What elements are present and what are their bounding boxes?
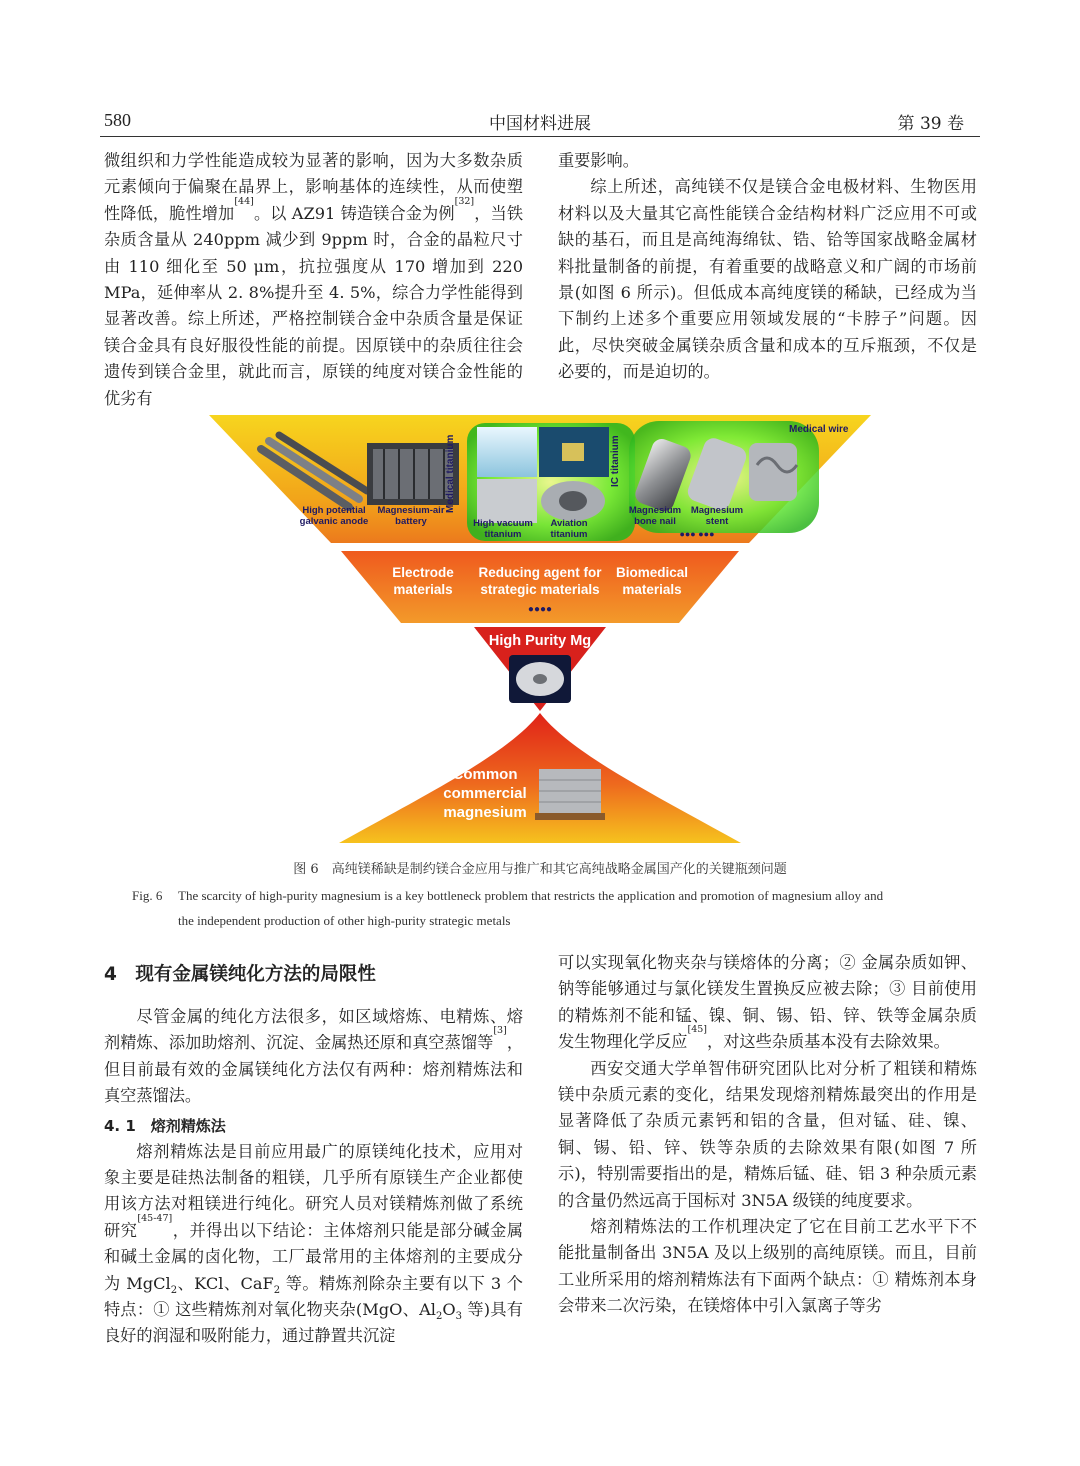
common-mg-label-line2: commercial [443, 785, 527, 802]
citation: [45] [687, 1024, 708, 1036]
subsection-heading: 4. 1 熔剂精炼法 [104, 1116, 226, 1135]
paragraph: 西安交通大学单智伟研究团队比对分析了粗镁和精炼镁中杂质元素的变化，结果发现熔剂精炼最突出的作用是显著降低了杂质元素钙和铝的含量，但对锰、硅、镍、铜、锡、铅、锌、铁等杂质的去除效果有限(如图 7 所示)，特别需要指出的是，精炼后锰、硅、铝 3 种杂质元素的含量仍然远高于国标对 3N5A 级镁的纯度要求。 [558, 1058, 977, 1210]
medical-implant-image [477, 427, 537, 477]
paragraph: 微组织和力学性能造成较为显著的影响，因为大多数杂质元素倾向于偏聚在晶界上，影响基体的连续性，从而使塑性降低，脆性增加[44]。以 AZ91 铸造镁合金为例[32]，当铁杂质含量从 240ppm 减少到 9ppm 时，合金的晶粒尺寸由 110 细化至 50 μm，抗拉强度从 170 增加到 220 MPa，延伸率从 2. 8%提升至 4. 5%，综合力学性能得到显著改善。综上所述，严格控制镁合金中杂质含量是保证镁合金具有良好服役性能的前提。因原镁中的杂质往往会遗传到镁合金里，就此而言，原镁的纯度对镁合金性能的优劣有 [104, 151, 524, 408]
section-heading: 4 现有金属镁纯化方法的局限性 [104, 964, 376, 985]
paragraph: 重要影响。 [558, 151, 639, 170]
chip-core [562, 443, 584, 461]
figure-6 [209, 413, 871, 848]
figure-caption-en: Fig. 6 The scarcity of high-purity magnesium is a key bottleneck problem that restricts the application and promotion of magnesium alloy and the independent production of other high-purity strategic metals [132, 883, 950, 933]
journal-title: 中国材料进展 [489, 114, 591, 134]
medical-titanium-label: Medical titanium [445, 434, 456, 513]
figure-6-diagram [209, 413, 871, 848]
vacuum-label-line1: High vacuum [473, 518, 533, 529]
page-number: 580 [104, 110, 131, 130]
common-mg-label-line1: Common [452, 766, 518, 783]
electrode-label-line2: materials [393, 582, 453, 597]
high-purity-label: High Purity Mg [488, 633, 592, 649]
battery-label-line1: Magnesium-air [377, 505, 445, 516]
top-ellipsis: ●●● ●●● [679, 529, 715, 539]
aviation-label-line1: Aviation [550, 518, 588, 529]
paragraph: 可以实现氧化物夹杂与镁熔体的分离；② 金属杂质如钾、钠等能够通过与氯化镁发生置换反应被去除；③ 目前使用的精炼剂不能和锰、镍、铜、锡、铅、锌、铁等金属杂质发生物理化学反应[45]，对这些杂质基本没有去除效果。 [558, 953, 977, 1052]
citation: [44] [234, 195, 254, 207]
battery-label-line2: battery [395, 516, 427, 527]
medical-wire-label: Medical wire [789, 424, 849, 435]
paragraph: 综上所述，高纯镁不仅是镁合金电极材料、生物医用材料以及大量其它高性能镁合金结构材料广泛应用不可或缺的基石，而且是高纯海绵钛、锆、铪等国家战略金属材料批量制备的前提，有着重要的战略意义和广阔的市场前景(如图 6 所示)。但低成本高纯度镁的稀缺，已经成为当下制约上述多个重要应用领域发展的“卡脖子”问题。因此，尽快突破金属镁杂质含量和成本的互斥瓶颈，不仅是必要的，而是迫切的。 [558, 177, 977, 382]
mg-ingot-hole [533, 674, 547, 684]
reducing-label-line1: Reducing agent for [478, 565, 602, 580]
mg-ingot-pallet-image [535, 769, 605, 820]
common-mg-label-line3: magnesium [443, 804, 527, 821]
citation: [45-47] [137, 1212, 173, 1224]
paragraph: 熔剂精炼法是目前应用最广的原镁纯化技术，应用对象主要是硅热法制备的粗镁，几乎所有原镁生产企业都使用该方法对粗镁进行纯化。研究人员对镁精炼剂做了系统研究[45-47]，并得出以下结论：主体熔剂只能是部分碱金属和碱土金属的卤化物，工厂最常用的主体熔剂的主要成分为 MgCl$_2$、KCl、CaF$_2$ 等。精炼剂除杂主要有以下 3 个特点：① 这些精炼剂对氧化物夹杂(MgO、$Al_2O_3$ 等)具有良好的润湿和吸附能力，通过静置共沉淀 [104, 1141, 524, 1346]
citation: [32] [454, 195, 475, 207]
bottom-right-column [558, 950, 977, 1320]
biomedical-label-line1: Biomedical [615, 565, 689, 580]
reducing-label-line2: strategic materials [480, 582, 600, 597]
bone-nail-label-line2: bone nail [634, 516, 676, 527]
stent-label-line1: Magnesium [690, 505, 744, 516]
stent-label-line2: stent [705, 516, 729, 527]
bone-nail-label-line1: Magnesium [628, 505, 682, 516]
anode-label-line1: High potential [302, 505, 366, 516]
vacuum-part-image [477, 479, 537, 523]
volume-label: 第 39 卷 [897, 114, 964, 134]
biomedical-label-line2: materials [622, 582, 682, 597]
running-header [100, 106, 980, 137]
figure-caption-zh: 图 6 高纯镁稀缺是制约镁合金应用与推广和其它高纯战略金属国产化的关键瓶颈问题 [293, 862, 787, 877]
citation: [3] [493, 1025, 507, 1037]
vacuum-label-line2: titanium [484, 529, 522, 540]
aviation-label-line2: titanium [550, 529, 588, 540]
top-right-column [558, 148, 977, 386]
aviation-engine-core [559, 491, 587, 511]
electrode-label-line1: Electrode [392, 565, 454, 580]
ic-titanium-label: IC titanium [610, 435, 621, 487]
paragraph: 尽管金属的纯化方法很多，如区域熔炼、电精炼、熔剂精炼、添加助熔剂、沉淀、金属热还原和真空蒸馏等[3]，但目前最有效的金属镁纯化方法仅有两种：熔剂精炼法和真空蒸馏法。 [104, 1007, 524, 1106]
anode-label-line2: galvanic anode [299, 516, 369, 527]
bottom-left-column [104, 962, 523, 1350]
figure-label: Fig. 6 [132, 888, 163, 903]
top-left-column [104, 148, 523, 412]
middle-ellipsis: ●●●● [527, 604, 553, 615]
paragraph: 熔剂精炼法的工作机理决定了它在目前工艺水平下不能批量制备出 3N5A 及以上级别的高纯原镁。而且，目前工业所采用的熔剂精炼法有下面两个缺点：① 精炼剂本身会带来二次污染，在镁熔体中引入氯离子等劣 [558, 1217, 977, 1316]
